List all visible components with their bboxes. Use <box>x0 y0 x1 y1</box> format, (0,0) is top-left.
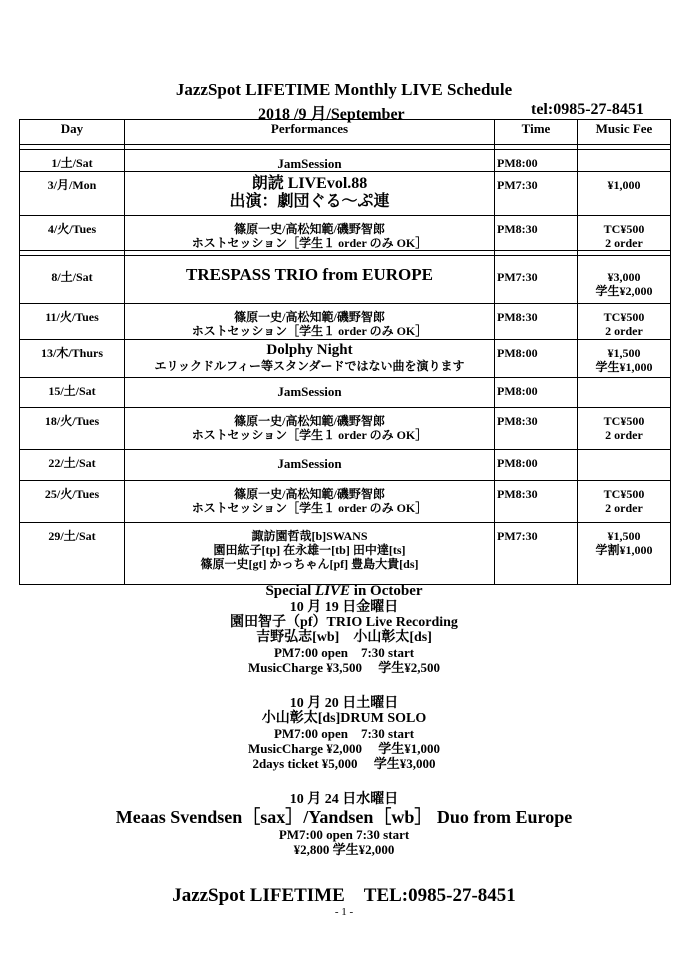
fee-cell <box>578 408 671 450</box>
time-cell: PM8:00 <box>495 378 578 408</box>
event-line: PM7:00 open 7:30 start <box>278 827 410 842</box>
perf-line: 出演：劇団ぐる～ぷ連 <box>229 193 390 210</box>
event-line: ¥2,800 学生¥2,000 <box>293 842 395 857</box>
perf-cell <box>125 304 495 340</box>
perf-cell <box>125 340 495 378</box>
table-row <box>20 304 671 340</box>
event-line: PM7:00 open 7:30 start <box>273 645 415 660</box>
fee-cell <box>578 150 671 172</box>
perf-line: 園田紘子[tp] 在永雄一[tb] 田中達[ts] <box>213 543 406 557</box>
perf-line: ホストセッション［学生１ order のみ OK］ <box>191 324 428 338</box>
fee-line: 2 order <box>605 236 643 250</box>
perf-line: JamSession <box>277 384 342 399</box>
fee-line: TC¥500 <box>603 310 645 324</box>
perf-line: ホストセッション［学生１ order のみ OK］ <box>191 428 428 442</box>
day-cell: 22/土/Sat <box>20 450 125 481</box>
time-cell: PM7:30 <box>495 256 578 304</box>
table-row <box>20 340 671 378</box>
fee-line: ¥1,500 <box>607 529 641 543</box>
col-header-performances: Performances <box>125 120 495 145</box>
day-cell: 4/火/Tues <box>20 216 125 251</box>
event-line: Meaas Svendsen［sax］/Yandsen［wb］ Duo from Europe <box>115 807 573 827</box>
table-row <box>20 216 671 251</box>
page-title: JazzSpot LIFETIME Monthly LIVE Schedule <box>175 80 513 99</box>
day-cell: 25/火/Tues <box>20 481 125 523</box>
perf-line: 諏訪園哲哉[b]SWANS <box>251 529 368 543</box>
fee-line: ¥1,500 <box>607 346 641 360</box>
fee-cell <box>578 304 671 340</box>
perf-line: ホストセッション［学生１ order のみ OK］ <box>191 236 428 250</box>
perf-cell <box>125 450 495 481</box>
time-cell: PM8:00 <box>495 340 578 378</box>
perf-line: 篠原一史/高松知範/磯野智郎 <box>234 310 385 324</box>
time-cell: PM8:30 <box>495 408 578 450</box>
month-label: 2018 /9 月/September <box>258 106 405 123</box>
perf-line: 篠原一史/高松知範/磯野智郎 <box>234 222 385 236</box>
event-line: 2days ticket ¥5,000 学生¥3,000 <box>252 756 436 771</box>
event-date: 10 月 19 日金曜日 <box>289 600 399 615</box>
fee-line: ¥1,000 <box>607 178 641 192</box>
fee-line: TC¥500 <box>603 414 645 428</box>
perf-cell <box>125 150 495 172</box>
fee-cell <box>578 340 671 378</box>
time-cell: PM7:30 <box>495 172 578 216</box>
fee-cell <box>578 172 671 216</box>
event-line: 園田智子（pf）TRIO Live Recording <box>230 615 458 630</box>
perf-line: Dolphy Night <box>266 342 353 358</box>
fee-line: 学割¥1,000 <box>595 543 653 557</box>
fee-cell <box>578 450 671 481</box>
perf-line: エリックドルフィー等スタンダードではない曲を演ります <box>154 359 465 373</box>
perf-line: 篠原一史/高松知範/磯野智郎 <box>234 414 385 428</box>
fee-line: 学生¥1,000 <box>595 360 653 374</box>
col-header-time: Time <box>495 120 578 145</box>
perf-cell <box>125 256 495 304</box>
tel-label: tel:0985-27-8451 <box>531 101 644 118</box>
time-cell: PM7:30 <box>495 523 578 585</box>
special-heading-emphasis: LIVE <box>315 583 351 599</box>
time-cell: PM8:30 <box>495 481 578 523</box>
fee-cell <box>578 378 671 408</box>
table-row <box>20 150 671 172</box>
perf-cell <box>125 378 495 408</box>
perf-cell <box>125 216 495 251</box>
table-header-row <box>20 120 671 145</box>
time-cell: PM8:30 <box>495 216 578 251</box>
table-row <box>20 523 671 585</box>
event-line: MusicCharge ¥3,500 学生¥2,500 <box>247 660 441 675</box>
fee-line: 学生¥2,000 <box>595 284 653 298</box>
fee-cell <box>578 216 671 251</box>
event-date: 10 月 20 日土曜日 <box>289 696 399 711</box>
col-header-fee: Music Fee <box>578 120 671 145</box>
perf-line: JamSession <box>277 456 342 471</box>
time-cell: PM8:00 <box>495 150 578 172</box>
day-cell: 8/土/Sat <box>20 256 125 304</box>
event-line: PM7:00 open 7:30 start <box>273 726 415 741</box>
time-cell: PM8:30 <box>495 304 578 340</box>
perf-line: 篠原一史[gt] かっちゃん[pf] 豊島大貴[ds] <box>200 557 419 571</box>
day-cell: 29/土/Sat <box>20 523 125 585</box>
day-cell: 3/月/Mon <box>20 172 125 216</box>
table-row <box>20 172 671 216</box>
perf-line: JamSession <box>277 156 342 171</box>
perf-line: TRESPASS TRIO from EUROPE <box>185 265 433 284</box>
col-header-day: Day <box>20 120 125 145</box>
footer-contact: JazzSpot LIFETIME TEL:0985-27-8451 <box>172 885 516 906</box>
perf-cell <box>125 523 495 585</box>
day-cell: 13/木/Thurs <box>20 340 125 378</box>
perf-line: 朗読 LIVEvol.88 <box>251 175 368 192</box>
special-heading: Special LIVE in October <box>265 583 423 599</box>
perf-cell <box>125 172 495 216</box>
fee-line: 2 order <box>605 501 643 515</box>
fee-cell <box>578 481 671 523</box>
page-number: - 1 - <box>334 906 354 918</box>
table-row <box>20 481 671 523</box>
event-block <box>0 696 688 771</box>
event-block <box>0 792 688 857</box>
fee-line: 2 order <box>605 324 643 338</box>
fee-line: ¥3,000 <box>607 270 641 284</box>
event-line: MusicCharge ¥2,000 学生¥1,000 <box>247 741 441 756</box>
day-cell: 1/土/Sat <box>20 150 125 172</box>
table-row <box>20 408 671 450</box>
perf-cell <box>125 408 495 450</box>
fee-line: TC¥500 <box>603 487 645 501</box>
perf-cell <box>125 481 495 523</box>
event-line: 小山彰太[ds]DRUM SOLO <box>261 711 427 726</box>
fee-cell <box>578 523 671 585</box>
table-row <box>20 450 671 481</box>
fee-line: TC¥500 <box>603 222 645 236</box>
day-cell: 15/土/Sat <box>20 378 125 408</box>
table-row <box>20 256 671 304</box>
event-block <box>0 600 688 675</box>
event-date: 10 月 24 日水曜日 <box>289 792 399 807</box>
fee-line: 2 order <box>605 428 643 442</box>
fee-cell <box>578 256 671 304</box>
event-line: 吉野弘志[wb] 小山彰太[ds] <box>256 630 432 645</box>
perf-line: ホストセッション［学生１ order のみ OK］ <box>191 501 428 515</box>
day-cell: 18/火/Tues <box>20 408 125 450</box>
time-cell: PM8:00 <box>495 450 578 481</box>
day-cell: 11/火/Tues <box>20 304 125 340</box>
table-row <box>20 378 671 408</box>
perf-line: 篠原一史/高松知範/磯野智郎 <box>234 487 385 501</box>
schedule-table <box>19 119 671 585</box>
